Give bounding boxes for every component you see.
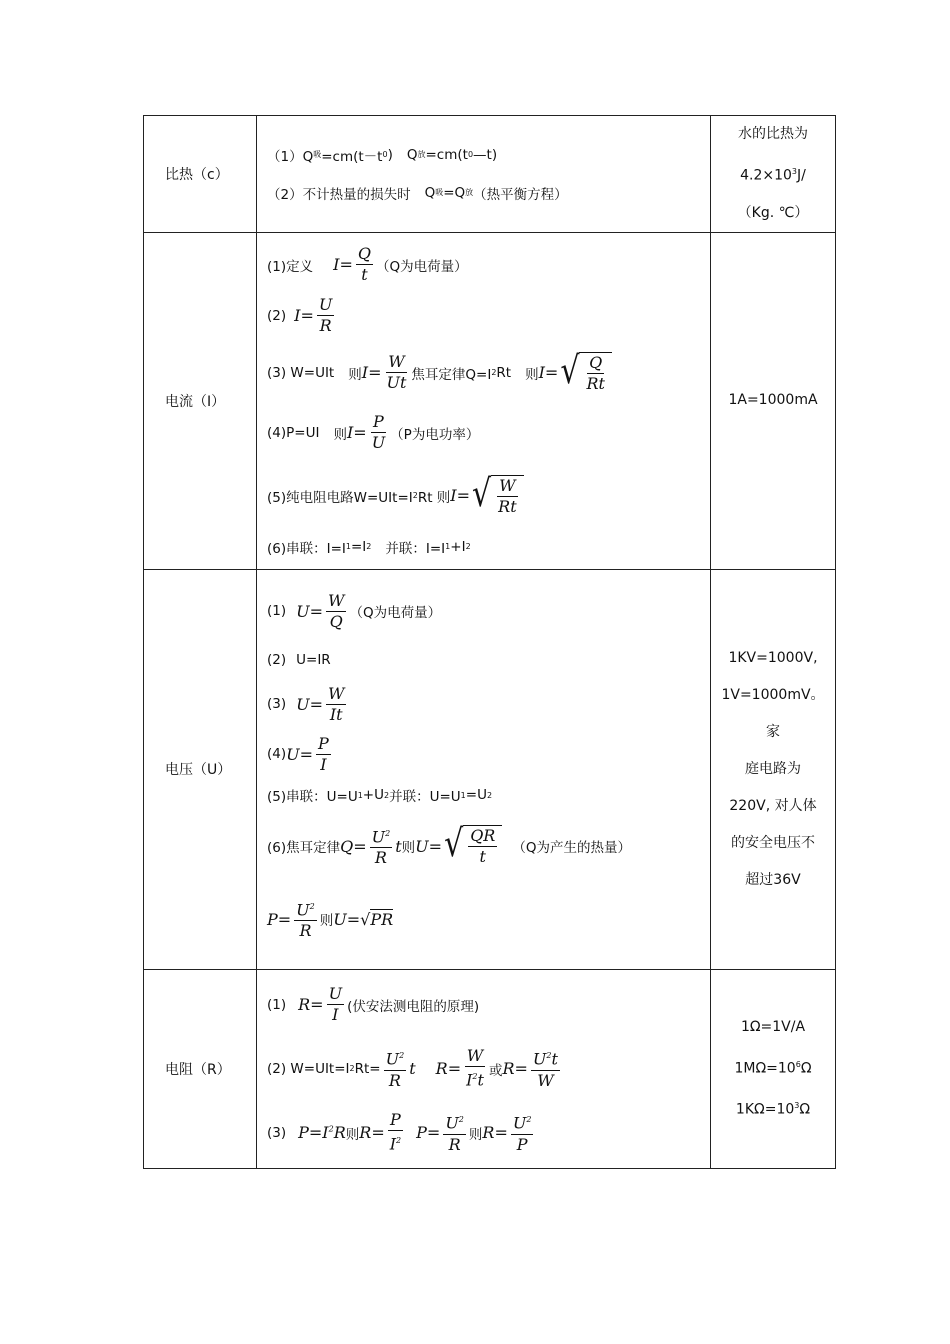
formula-line: (6)焦耳定律 Q = $\frac{U^2}{R}$ t 则 U = √ $\frac{QR}{t}$ （Q为产生的热量） [267, 822, 631, 868]
formula-line: (3) U = $\frac{W}{It}$ [267, 683, 345, 724]
table-row [144, 569, 836, 969]
table-row [144, 969, 836, 1168]
note-line: 水的比热为 [738, 126, 808, 142]
note-line: 1KV=1000V, [728, 649, 818, 666]
formula-cell [257, 232, 711, 569]
physics-formula-table [143, 115, 836, 1169]
formula-cell [257, 969, 711, 1168]
note-line: 的安全电压不 [731, 834, 815, 851]
formula-line: (1) R = $\frac{U}{I}$ (伏安法测电阻的原理) [267, 984, 480, 1025]
quantity-name: 电压（U） [144, 569, 257, 969]
note-line: 1Ω=1V/A [740, 1018, 806, 1035]
note-cell [711, 569, 836, 969]
quantity-name: 比热（c） [144, 116, 257, 233]
note-line: $1M\Omega=10^6\Omega$ [734, 1059, 812, 1077]
note-line: $4.2\times 10^3J/$ [740, 167, 806, 184]
formula-line: (6)串联：I=I 1 =I 2 并联：I=I 1 +I 2 [267, 538, 471, 557]
note-cell [711, 232, 836, 569]
table-row [144, 116, 836, 233]
quantity-name: 电流（I） [144, 232, 257, 569]
note-line: 超过36V [745, 871, 801, 888]
note-line: 1A=1000mA [728, 392, 818, 409]
formula-line: P = $\frac{U^2}{R}$ 则 U = √ PR [267, 880, 700, 958]
formula-line: (2) U=IR [267, 652, 331, 669]
note-line: 1V=1000mV。家 [721, 686, 825, 740]
formula-line: (5)串联：U=U 1 +U 2 并联：U=U 1 =U 2 [267, 787, 493, 806]
formula-line: (5)纯电阻电路W=UIt=I 2 Rt 则 I = √ $\frac{W}{Rt}$ [267, 461, 700, 531]
table-row [144, 232, 836, 569]
quantity-name: 电阻（R） [144, 969, 257, 1168]
note-cell [711, 116, 836, 233]
note-line: 庭电路为 [745, 760, 801, 777]
formula-line: (1) U = $\frac{W}{Q}$ （Q为电荷量） [267, 590, 442, 631]
formula-line: (2) I = $\frac{U}{R}$ [267, 295, 333, 336]
formula-line: (4)P=UI 则 I = $\frac{P}{U}$ （P为电功率） [267, 412, 480, 453]
note-line: 220V, 对人体 [729, 797, 817, 814]
formula-cell [257, 569, 711, 969]
formula-line: （2）不计热量的损失时 Q 吸 =Q 放 （热平衡方程） [267, 184, 568, 203]
note-cell [711, 969, 836, 1168]
formula-cell [257, 116, 711, 233]
formula-line: （1）Q 吸 =cm(t－t 0 ) Q 放 =cm(t 0 —t) [267, 146, 498, 165]
formula-line: (3) W=UIt 则 I = $\frac{W}{Ut}$ 焦耳定律Q=I 2 Rt 则 I = √ $\frac{Q}{Rt}$ [267, 341, 700, 405]
formula-line: (3) P = $I^2R$ 则 R = $\frac{P}{I^2}$ P = $\frac{U^2}{R}$ 则 R = $\frac{U^2}{P}$ [267, 1110, 532, 1154]
formula-line: (1)定义 I = $\frac{Q}{t}$ （Q为电荷量） [267, 244, 468, 285]
note-line: （Kg. ℃） [737, 204, 809, 221]
formula-line: (2) W=UIt=I 2 Rt= $\frac{U^2}{R}$ t R = $\frac{W}{I^2t}$ 或 R = $\frac{U^2t}{W}$ [267, 1046, 558, 1090]
note-line: $1K\Omega=10^3\Omega$ [735, 1101, 811, 1118]
formula-line: (4) U = $\frac{P}{I}$ [267, 733, 329, 774]
